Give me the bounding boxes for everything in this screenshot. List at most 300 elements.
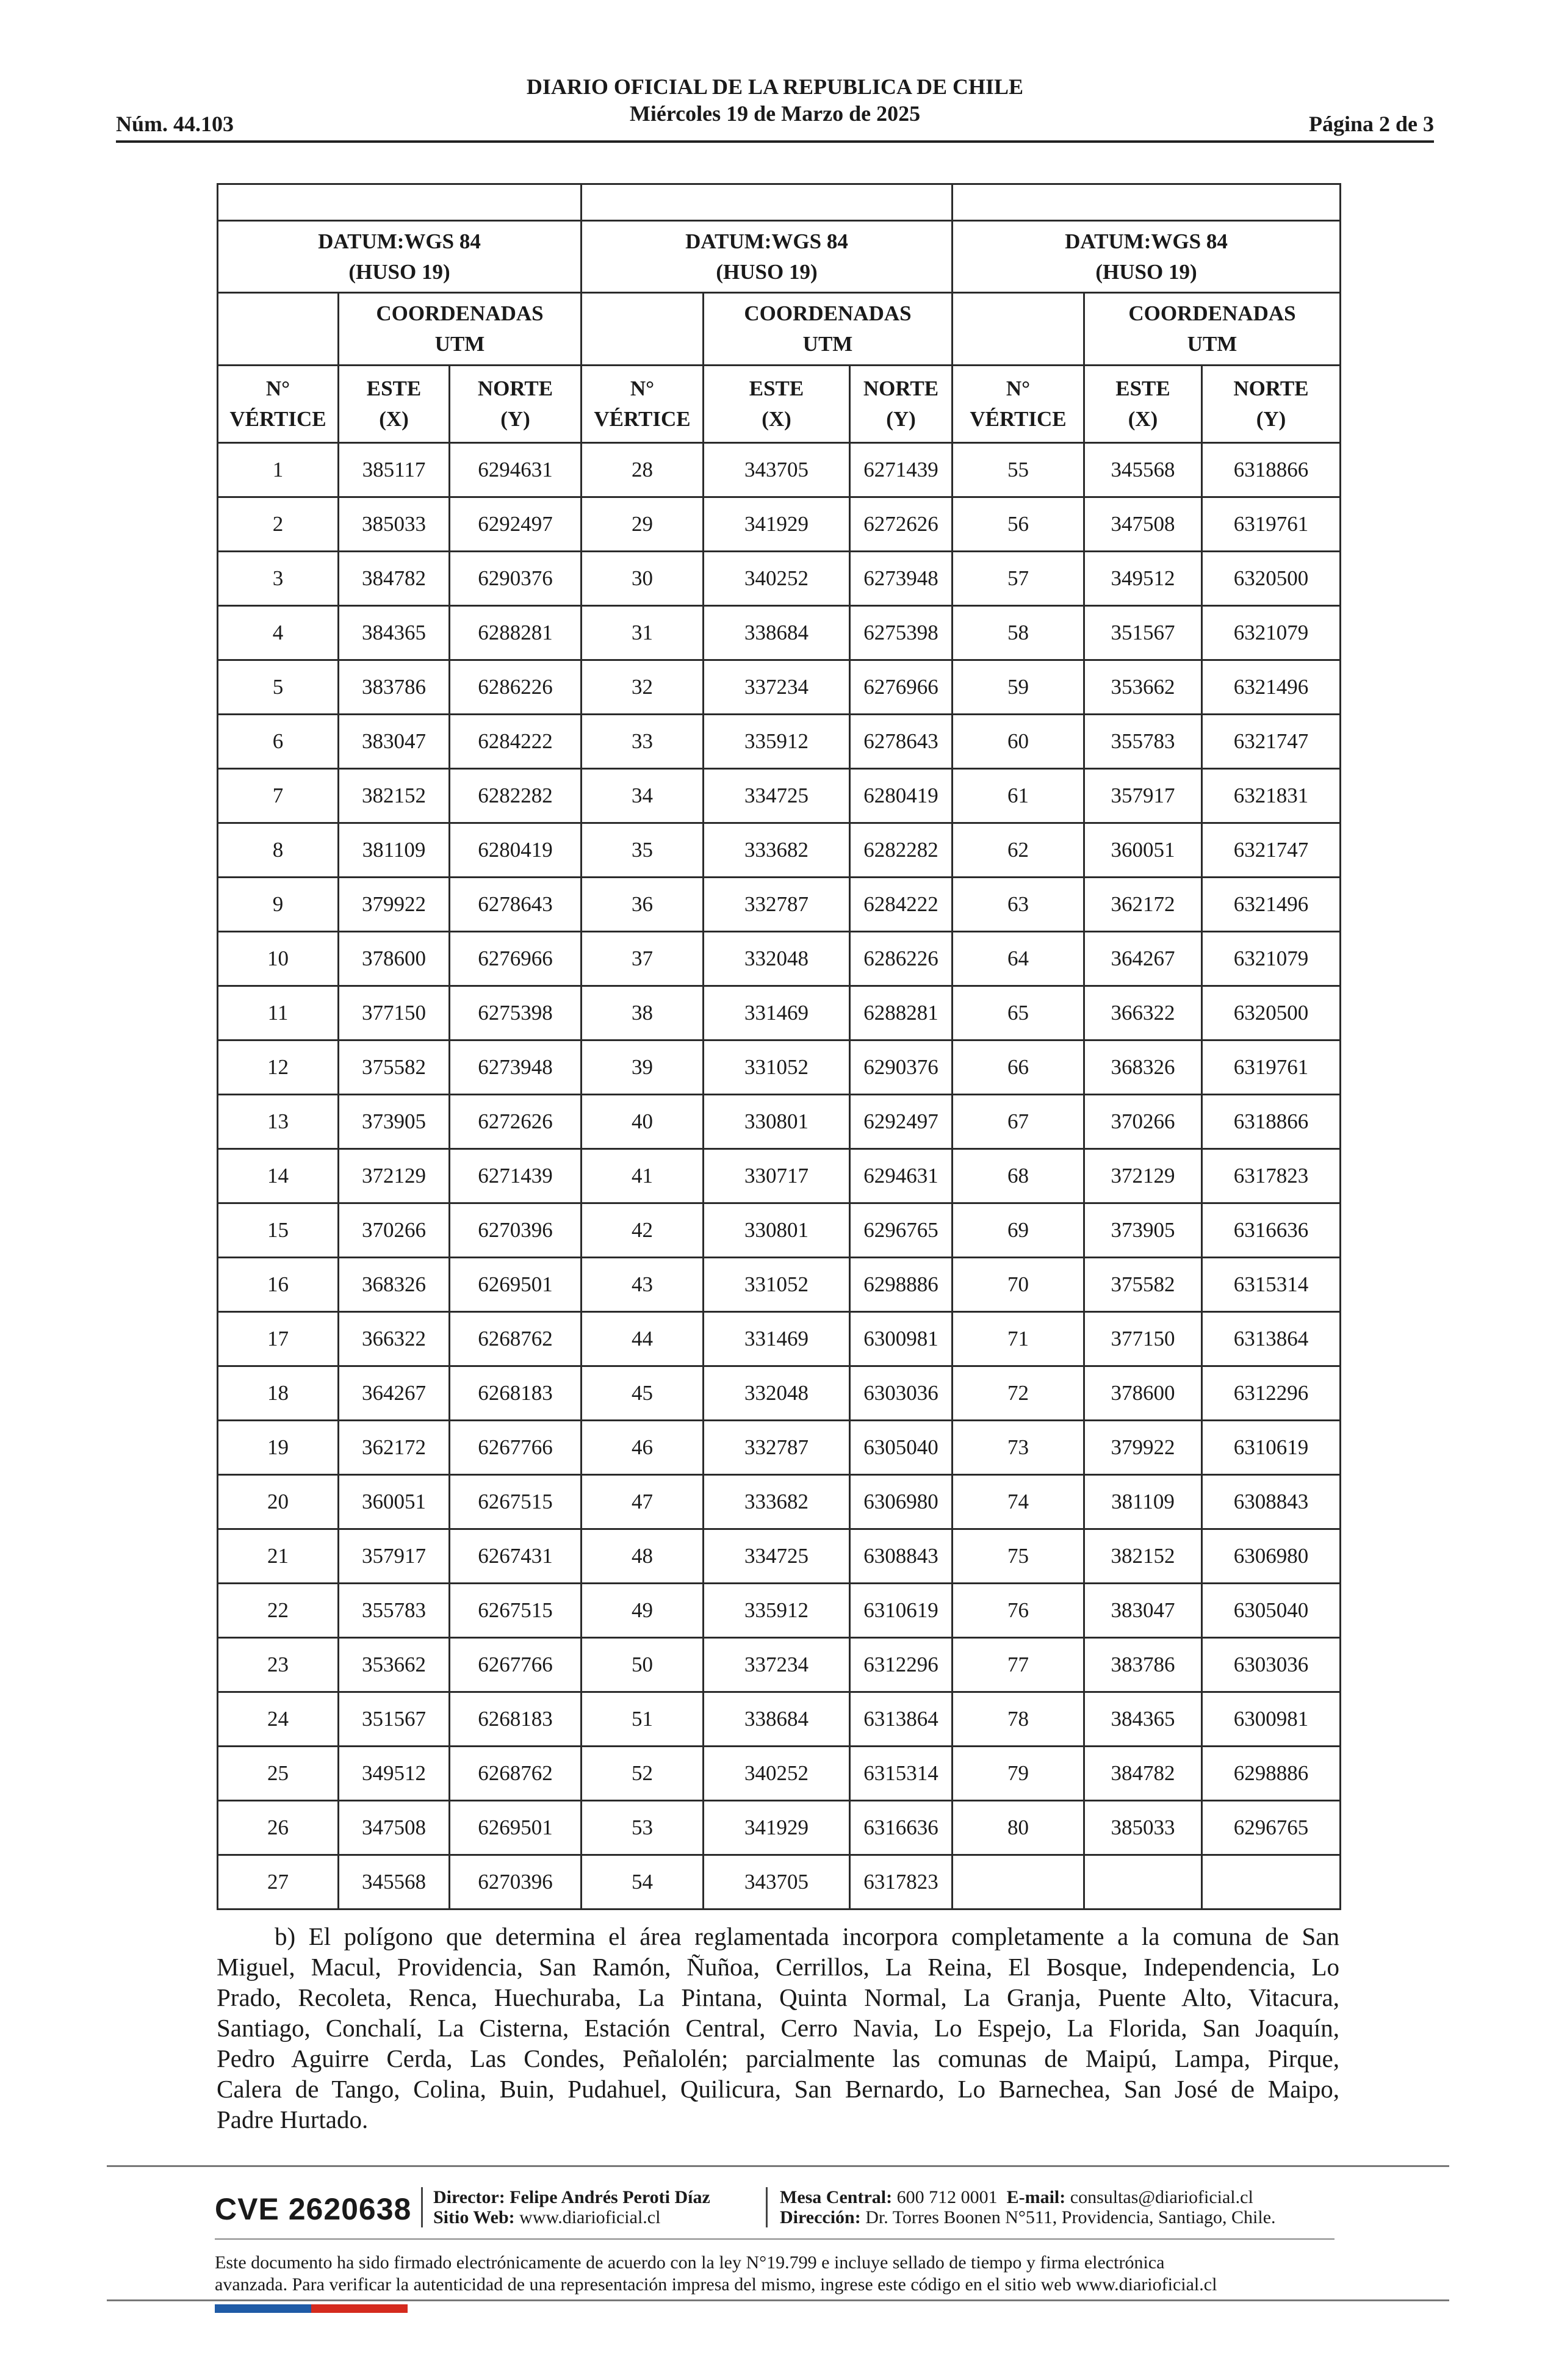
- footer-divider-middle: [215, 2238, 1334, 2240]
- norte-value-cell: 6315314: [1202, 1258, 1341, 1312]
- datum-header: DATUM:WGS 84 (HUSO 19): [218, 221, 582, 293]
- vertex-number-cell: 10: [218, 932, 339, 986]
- este-value-cell: 335912: [704, 715, 850, 769]
- este-value-cell: 347508: [339, 1801, 450, 1855]
- este-value-cell: 334725: [704, 769, 850, 823]
- table-row: [218, 1421, 1341, 1475]
- vertex-number-cell: 23: [218, 1638, 339, 1692]
- este-value-cell: 349512: [339, 1747, 450, 1801]
- vertex-number-cell: 20: [218, 1475, 339, 1529]
- vertex-number-cell: 1: [218, 443, 339, 497]
- norte-value-cell: 6267766: [450, 1638, 582, 1692]
- norte-value-cell: 6286226: [850, 932, 953, 986]
- norte-value-cell: 6284222: [850, 878, 953, 932]
- vertex-number-cell: 60: [953, 715, 1084, 769]
- norte-value-cell: 6315314: [850, 1747, 953, 1801]
- este-value-cell: 364267: [1084, 932, 1202, 986]
- vertex-number-cell: 12: [218, 1040, 339, 1095]
- norte-value-cell: 6272626: [450, 1095, 582, 1149]
- este-value-cell: 333682: [704, 1475, 850, 1529]
- norte-value-cell: 6296765: [850, 1203, 953, 1258]
- coordinates-table: [217, 183, 1341, 1910]
- vertex-number-cell: 15: [218, 1203, 339, 1258]
- este-value-cell: 375582: [1084, 1258, 1202, 1312]
- este-value-cell: 332048: [704, 1366, 850, 1421]
- norte-value-cell: 6310619: [850, 1584, 953, 1638]
- norte-value-cell: 6305040: [850, 1421, 953, 1475]
- este-value-cell: 379922: [339, 878, 450, 932]
- vertex-number-cell: 47: [582, 1475, 704, 1529]
- este-value-cell: 382152: [339, 769, 450, 823]
- vertex-number-cell: 30: [582, 552, 704, 606]
- cve-code: CVE 2620638: [215, 2192, 412, 2226]
- table-row: [218, 1475, 1341, 1529]
- este-value-cell: 373905: [1084, 1203, 1202, 1258]
- vertex-number-cell: 39: [582, 1040, 704, 1095]
- este-value-cell: 360051: [1084, 823, 1202, 878]
- norte-value-cell: 6306980: [1202, 1529, 1341, 1584]
- vertex-column-header: N° VÉRTICE: [218, 366, 339, 443]
- este-value-cell: 362172: [1084, 878, 1202, 932]
- vertex-number-cell: 26: [218, 1801, 339, 1855]
- norte-value-cell: 6313864: [1202, 1312, 1341, 1366]
- vertex-number-cell: 44: [582, 1312, 704, 1366]
- norte-value-cell: 6294631: [850, 1149, 953, 1203]
- vertex-number-cell: 32: [582, 660, 704, 715]
- este-value-cell: 355783: [339, 1584, 450, 1638]
- este-value-cell: 375582: [339, 1040, 450, 1095]
- este-value-cell: 370266: [339, 1203, 450, 1258]
- norte-column-header: NORTE (Y): [450, 366, 582, 443]
- norte-value-cell: 6275398: [450, 986, 582, 1040]
- este-value-cell: 384365: [339, 606, 450, 660]
- vertex-number-cell: 17: [218, 1312, 339, 1366]
- este-column-header: ESTE (X): [704, 366, 850, 443]
- norte-value-cell: 6313864: [850, 1692, 953, 1747]
- este-value-cell: 332787: [704, 1421, 850, 1475]
- norte-value-cell: 6321747: [1202, 715, 1341, 769]
- norte-value-cell: 6290376: [850, 1040, 953, 1095]
- vertex-number-cell: 9: [218, 878, 339, 932]
- vertex-number-cell: 42: [582, 1203, 704, 1258]
- norte-value-cell: 6305040: [1202, 1584, 1341, 1638]
- este-value-cell: 340252: [704, 1747, 850, 1801]
- vertex-number-cell: 67: [953, 1095, 1084, 1149]
- este-value-cell: 345568: [339, 1855, 450, 1909]
- norte-value-cell: 6321079: [1202, 606, 1341, 660]
- email-link[interactable]: consultas@diarioficial.cl: [1070, 2187, 1253, 2207]
- este-value-cell: 366322: [339, 1312, 450, 1366]
- vertex-number-cell: 49: [582, 1584, 704, 1638]
- issue-number: Núm. 44.103: [116, 112, 234, 136]
- este-value-cell: 331052: [704, 1040, 850, 1095]
- norte-value-cell: 6306980: [850, 1475, 953, 1529]
- norte-value-cell: 6308843: [1202, 1475, 1341, 1529]
- table-blank-row: [218, 184, 1341, 221]
- este-value-cell: 343705: [704, 1855, 850, 1909]
- table-row: [218, 1692, 1341, 1747]
- footer-divider-top: [107, 2165, 1449, 2167]
- este-value-cell: 331469: [704, 1312, 850, 1366]
- este-value-cell: 337234: [704, 1638, 850, 1692]
- paragraph-line: Miguel, Macul, Providencia, San Ramón, Ñuñoa, Cerrillos, La Reina, El Bosque, Independencia, Lo: [217, 1953, 1339, 1981]
- este-value-cell: 333682: [704, 823, 850, 878]
- norte-value-cell: 6318866: [1202, 1095, 1341, 1149]
- publication-title: DIARIO OFICIAL DE LA REPUBLICA DE CHILE: [526, 74, 1024, 99]
- datum-header: DATUM:WGS 84 (HUSO 19): [582, 221, 953, 293]
- table-row: [218, 1529, 1341, 1584]
- vertex-number-cell: 71: [953, 1312, 1084, 1366]
- vertex-number-cell: 34: [582, 769, 704, 823]
- este-value-cell: 383047: [339, 715, 450, 769]
- vertex-number-cell: 22: [218, 1584, 339, 1638]
- norte-column-header: NORTE (Y): [850, 366, 953, 443]
- vertex-number-cell: 45: [582, 1366, 704, 1421]
- vertex-number-cell: 29: [582, 497, 704, 552]
- norte-value-cell: 6282282: [450, 769, 582, 823]
- utm-header: COORDENADAS UTM: [1084, 293, 1341, 366]
- norte-value-cell: 6303036: [850, 1366, 953, 1421]
- vertex-number-cell: 24: [218, 1692, 339, 1747]
- table-row: [218, 1258, 1341, 1312]
- este-value-cell: 351567: [339, 1692, 450, 1747]
- paragraph-line: b) El polígono que determina el área reglamentada incorpora completamente a la comuna de San: [275, 1922, 1339, 1950]
- norte-value-cell: 6268762: [450, 1747, 582, 1801]
- este-value-cell: 331052: [704, 1258, 850, 1312]
- este-value-cell: 381109: [339, 823, 450, 878]
- vertex-number-cell: 52: [582, 1747, 704, 1801]
- norte-value-cell: 6278643: [450, 878, 582, 932]
- norte-value-cell: 6319761: [1202, 1040, 1341, 1095]
- norte-value-cell: 6298886: [1202, 1747, 1341, 1801]
- este-value-cell: 377150: [339, 986, 450, 1040]
- norte-value-cell: 6298886: [850, 1258, 953, 1312]
- norte-value-cell: 6317823: [850, 1855, 953, 1909]
- este-value-cell: 381109: [1084, 1475, 1202, 1529]
- vertex-number-cell: 57: [953, 552, 1084, 606]
- table-row: [218, 932, 1341, 986]
- este-value-cell: 330717: [704, 1149, 850, 1203]
- vertex-number-cell: 50: [582, 1638, 704, 1692]
- este-column-header: ESTE (X): [1084, 366, 1202, 443]
- norte-value-cell: 6292497: [450, 497, 582, 552]
- este-value-cell: 372129: [1084, 1149, 1202, 1203]
- este-value-cell: 382152: [1084, 1529, 1202, 1584]
- norte-value-cell: 6321831: [1202, 769, 1341, 823]
- vertex-number-cell: 77: [953, 1638, 1084, 1692]
- este-value-cell: 345568: [1084, 443, 1202, 497]
- este-value-cell: 357917: [1084, 769, 1202, 823]
- vertex-number-cell: 16: [218, 1258, 339, 1312]
- este-value-cell: 384782: [339, 552, 450, 606]
- vertex-number-cell: 13: [218, 1095, 339, 1149]
- este-value-cell: 362172: [339, 1421, 450, 1475]
- norte-value-cell: 6267515: [450, 1584, 582, 1638]
- norte-value-cell: 6280419: [450, 823, 582, 878]
- norte-value-cell: 6320500: [1202, 986, 1341, 1040]
- vertex-number-cell: 35: [582, 823, 704, 878]
- vertex-number-cell: 43: [582, 1258, 704, 1312]
- vertex-number-cell: 31: [582, 606, 704, 660]
- paragraph-line: Santiago, Conchalí, La Cisterna, Estación Central, Cerro Navia, Lo Espejo, La Florida, San Joaquín,: [217, 2014, 1339, 2042]
- norte-value-cell: 6276966: [450, 932, 582, 986]
- este-value-cell: 353662: [339, 1638, 450, 1692]
- este-value-cell: [1084, 1855, 1202, 1909]
- vertex-column-header: N° VÉRTICE: [582, 366, 704, 443]
- norte-value-cell: 6267431: [450, 1529, 582, 1584]
- flag-blue-segment: [215, 2304, 311, 2313]
- norte-value-cell: 6292497: [850, 1095, 953, 1149]
- este-value-cell: 330801: [704, 1203, 850, 1258]
- vertex-number-cell: 69: [953, 1203, 1084, 1258]
- norte-value-cell: 6294631: [450, 443, 582, 497]
- norte-value-cell: 6316636: [1202, 1203, 1341, 1258]
- header-divider: [116, 140, 1434, 143]
- este-value-cell: 368326: [1084, 1040, 1202, 1095]
- footer-separator: [766, 2187, 768, 2227]
- vertex-number-cell: 7: [218, 769, 339, 823]
- este-value-cell: 385033: [1084, 1801, 1202, 1855]
- regulated-area-paragraph: [217, 1921, 1339, 2135]
- table-row: [218, 986, 1341, 1040]
- vertex-number-cell: 73: [953, 1421, 1084, 1475]
- este-value-cell: 341929: [704, 1801, 850, 1855]
- este-value-cell: 338684: [704, 1692, 850, 1747]
- vertex-number-cell: 68: [953, 1149, 1084, 1203]
- norte-value-cell: 6318866: [1202, 443, 1341, 497]
- table-row: [218, 1366, 1341, 1421]
- vertex-number-cell: 70: [953, 1258, 1084, 1312]
- utm-header: COORDENADAS UTM: [339, 293, 582, 366]
- utm-header: COORDENADAS UTM: [704, 293, 953, 366]
- vertex-number-cell: 66: [953, 1040, 1084, 1095]
- norte-value-cell: 6275398: [850, 606, 953, 660]
- este-value-cell: 383786: [339, 660, 450, 715]
- vertex-number-cell: 58: [953, 606, 1084, 660]
- norte-value-cell: 6320500: [1202, 552, 1341, 606]
- page-indicator: Página 2 de 3: [1308, 112, 1434, 136]
- website-link[interactable]: www.diarioficial.cl: [519, 2207, 661, 2227]
- vertex-number-cell: 51: [582, 1692, 704, 1747]
- este-value-cell: 379922: [1084, 1421, 1202, 1475]
- vertex-number-cell: 25: [218, 1747, 339, 1801]
- norte-value-cell: 6278643: [850, 715, 953, 769]
- norte-value-cell: 6317823: [1202, 1149, 1341, 1203]
- paragraph-line: Calera de Tango, Colina, Buin, Pudahuel, Quilicura, San Bernardo, Lo Barnechea, San José de Maipo,: [217, 2075, 1339, 2103]
- este-value-cell: 383786: [1084, 1638, 1202, 1692]
- este-value-cell: 334725: [704, 1529, 850, 1584]
- vertex-number-cell: 55: [953, 443, 1084, 497]
- norte-value-cell: 6268762: [450, 1312, 582, 1366]
- norte-value-cell: 6316636: [850, 1801, 953, 1855]
- vertex-number-cell: 65: [953, 986, 1084, 1040]
- vertex-number-cell: [953, 1855, 1084, 1909]
- este-value-cell: 332787: [704, 878, 850, 932]
- table-row: [218, 823, 1341, 878]
- vertex-number-cell: 3: [218, 552, 339, 606]
- norte-value-cell: 6272626: [850, 497, 953, 552]
- norte-value-cell: 6312296: [1202, 1366, 1341, 1421]
- norte-value-cell: 6273948: [850, 552, 953, 606]
- norte-value-cell: 6321079: [1202, 932, 1341, 986]
- este-value-cell: 385117: [339, 443, 450, 497]
- norte-value-cell: 6321496: [1202, 660, 1341, 715]
- table-row: [218, 1095, 1341, 1149]
- vertex-number-cell: 64: [953, 932, 1084, 986]
- este-value-cell: 351567: [1084, 606, 1202, 660]
- vertex-number-cell: 53: [582, 1801, 704, 1855]
- norte-value-cell: 6284222: [450, 715, 582, 769]
- table-row: [218, 1747, 1341, 1801]
- este-value-cell: 364267: [339, 1366, 450, 1421]
- table-row: [218, 1801, 1341, 1855]
- norte-value-cell: [1202, 1855, 1341, 1909]
- footer-separator: [421, 2187, 423, 2227]
- norte-value-cell: 6300981: [1202, 1692, 1341, 1747]
- este-value-cell: 372129: [339, 1149, 450, 1203]
- table-row: [218, 878, 1341, 932]
- vertex-number-cell: 62: [953, 823, 1084, 878]
- vertex-number-cell: 6: [218, 715, 339, 769]
- este-value-cell: 385033: [339, 497, 450, 552]
- este-value-cell: 349512: [1084, 552, 1202, 606]
- vertex-number-cell: 37: [582, 932, 704, 986]
- vertex-number-cell: 61: [953, 769, 1084, 823]
- vertex-number-cell: 74: [953, 1475, 1084, 1529]
- publication-date: Miércoles 19 de Marzo de 2025: [629, 101, 921, 126]
- vertex-number-cell: 28: [582, 443, 704, 497]
- table-row: [218, 715, 1341, 769]
- este-value-cell: 377150: [1084, 1312, 1202, 1366]
- norte-column-header: NORTE (Y): [1202, 366, 1341, 443]
- vertex-number-cell: 4: [218, 606, 339, 660]
- norte-value-cell: 6267515: [450, 1475, 582, 1529]
- norte-value-cell: 6280419: [850, 769, 953, 823]
- norte-value-cell: 6276966: [850, 660, 953, 715]
- norte-value-cell: 6290376: [450, 552, 582, 606]
- table-row: [218, 1855, 1341, 1909]
- norte-value-cell: 6271439: [450, 1149, 582, 1203]
- este-value-cell: 347508: [1084, 497, 1202, 552]
- este-value-cell: 384365: [1084, 1692, 1202, 1747]
- vertex-number-cell: 41: [582, 1149, 704, 1203]
- vertex-number-cell: 56: [953, 497, 1084, 552]
- vertex-number-cell: 8: [218, 823, 339, 878]
- legal-notice: Este documento ha sido firmado electrónicamente de acuerdo con la ley N°19.799 e incluye sellado de tiempo y firma electrónica avanzada. Para verificar la autenticidad de una representación impresa del mismo, ingrese este código en el sitio web www.diarioficial.cl: [215, 2252, 1217, 2295]
- este-value-cell: 370266: [1084, 1095, 1202, 1149]
- norte-value-cell: 6273948: [450, 1040, 582, 1095]
- norte-value-cell: 6267766: [450, 1421, 582, 1475]
- vertex-number-cell: 72: [953, 1366, 1084, 1421]
- este-value-cell: 384782: [1084, 1747, 1202, 1801]
- table-row: [218, 552, 1341, 606]
- vertex-number-cell: 46: [582, 1421, 704, 1475]
- page-header: [116, 73, 1434, 142]
- norte-value-cell: 6308843: [850, 1529, 953, 1584]
- table-row: [218, 1149, 1341, 1203]
- este-value-cell: 338684: [704, 606, 850, 660]
- vertex-number-cell: 75: [953, 1529, 1084, 1584]
- norte-value-cell: 6271439: [850, 443, 953, 497]
- table-row: [218, 497, 1341, 552]
- este-value-cell: 340252: [704, 552, 850, 606]
- vertex-number-cell: 27: [218, 1855, 339, 1909]
- footer-divider-bottom: [107, 2299, 1449, 2301]
- table-row: [218, 606, 1341, 660]
- este-value-cell: 360051: [339, 1475, 450, 1529]
- norte-value-cell: 6288281: [850, 986, 953, 1040]
- vertex-number-cell: 79: [953, 1747, 1084, 1801]
- datum-header-row: [218, 221, 1341, 293]
- norte-value-cell: 6321496: [1202, 878, 1341, 932]
- vertex-number-cell: 36: [582, 878, 704, 932]
- este-value-cell: 378600: [339, 932, 450, 986]
- vertex-number-cell: 21: [218, 1529, 339, 1584]
- vertex-number-cell: 11: [218, 986, 339, 1040]
- norte-value-cell: 6300981: [850, 1312, 953, 1366]
- vertex-number-cell: 19: [218, 1421, 339, 1475]
- norte-value-cell: 6319761: [1202, 497, 1341, 552]
- table-row: [218, 1584, 1341, 1638]
- vertex-number-cell: 18: [218, 1366, 339, 1421]
- vertex-number-cell: 33: [582, 715, 704, 769]
- norte-value-cell: 6268183: [450, 1692, 582, 1747]
- vertex-number-cell: 54: [582, 1855, 704, 1909]
- este-value-cell: 355783: [1084, 715, 1202, 769]
- norte-value-cell: 6269501: [450, 1801, 582, 1855]
- este-value-cell: 366322: [1084, 986, 1202, 1040]
- paragraph-line: Padre Hurtado.: [217, 2105, 369, 2133]
- vertex-number-cell: 78: [953, 1692, 1084, 1747]
- este-value-cell: 357917: [339, 1529, 450, 1584]
- flag-red-segment: [311, 2304, 408, 2313]
- vertex-number-cell: 63: [953, 878, 1084, 932]
- table-row: [218, 1638, 1341, 1692]
- norte-value-cell: 6303036: [1202, 1638, 1341, 1692]
- paragraph-line: Pedro Aguirre Cerda, Las Condes, Peñalolén; parcialmente las comunas de Maipú, Lampa, Pirque,: [217, 2044, 1339, 2072]
- este-value-cell: 341929: [704, 497, 850, 552]
- table-row: [218, 1040, 1341, 1095]
- vertex-number-cell: 38: [582, 986, 704, 1040]
- vertex-number-cell: 59: [953, 660, 1084, 715]
- este-value-cell: 330801: [704, 1095, 850, 1149]
- datum-header: DATUM:WGS 84 (HUSO 19): [953, 221, 1341, 293]
- table-row: [218, 769, 1341, 823]
- vertex-number-cell: 5: [218, 660, 339, 715]
- este-value-cell: 337234: [704, 660, 850, 715]
- norte-value-cell: 6312296: [850, 1638, 953, 1692]
- norte-value-cell: 6286226: [450, 660, 582, 715]
- table-row: [218, 443, 1341, 497]
- este-value-cell: 332048: [704, 932, 850, 986]
- vertex-number-cell: 76: [953, 1584, 1084, 1638]
- este-value-cell: 331469: [704, 986, 850, 1040]
- table-row: [218, 660, 1341, 715]
- vertex-number-cell: 80: [953, 1801, 1084, 1855]
- vertex-column-header: N° VÉRTICE: [953, 366, 1084, 443]
- este-value-cell: 373905: [339, 1095, 450, 1149]
- este-value-cell: 335912: [704, 1584, 850, 1638]
- norte-value-cell: 6296765: [1202, 1801, 1341, 1855]
- publication-title-block: [116, 73, 1434, 127]
- este-value-cell: 343705: [704, 443, 850, 497]
- norte-value-cell: 6270396: [450, 1855, 582, 1909]
- paragraph-line: Prado, Recoleta, Renca, Huechuraba, La Pintana, Quinta Normal, La Granja, Puente Alto, Vitacura,: [217, 1983, 1339, 2011]
- norte-value-cell: 6288281: [450, 606, 582, 660]
- este-value-cell: 383047: [1084, 1584, 1202, 1638]
- director-info: Director: Felipe Andrés Peroti Díaz Sitio Web: www.diarioficial.cl: [433, 2187, 710, 2227]
- vertex-number-cell: 14: [218, 1149, 339, 1203]
